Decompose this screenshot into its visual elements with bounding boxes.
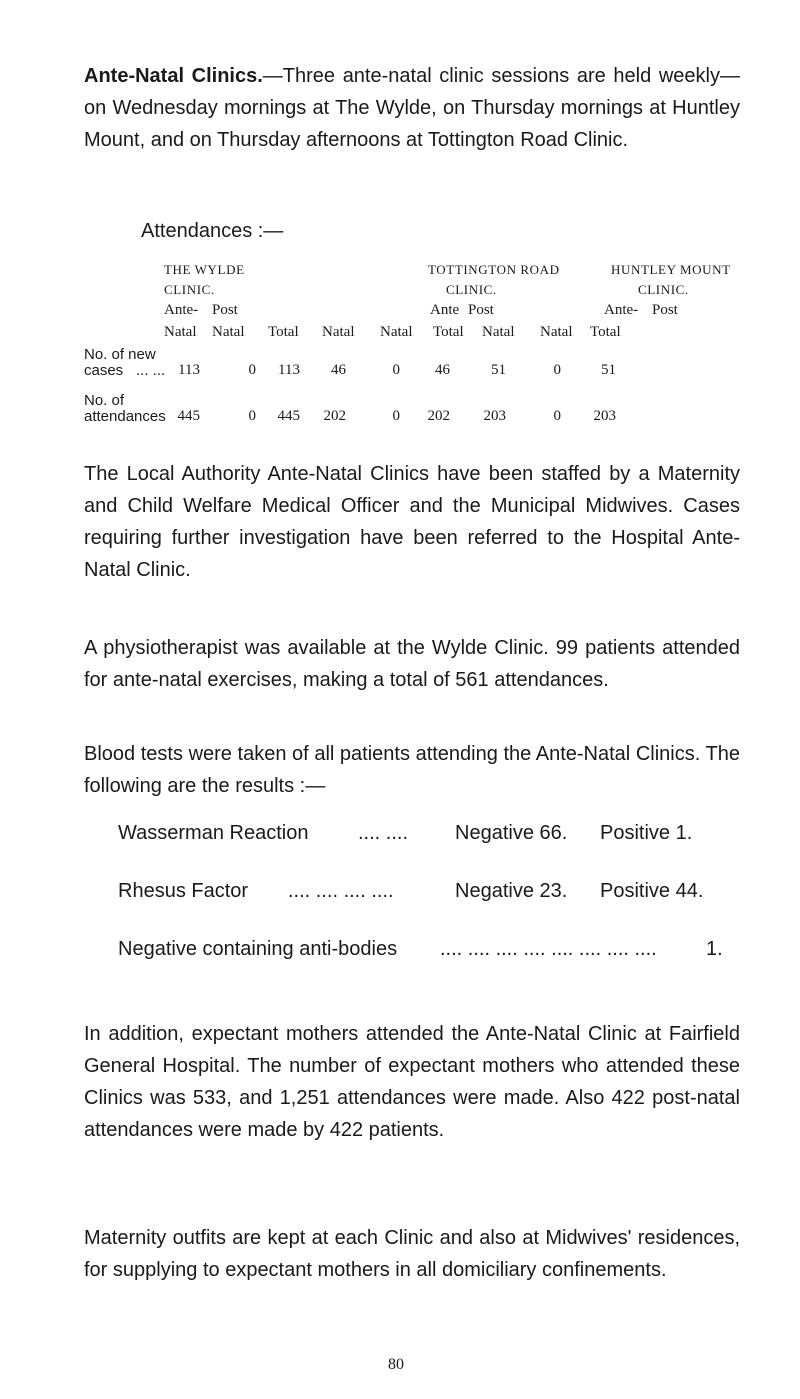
table-cell: 0 — [553, 362, 561, 378]
row-label: cases — [84, 362, 124, 379]
natal-header: Natal — [380, 324, 413, 340]
table-cell: 51 — [601, 362, 616, 378]
table-cell: 0 — [392, 362, 400, 378]
table-cell: 203 — [593, 408, 616, 424]
blood-tests-paragraph: Blood tests were taken of all patients attending the Ante-Natal Clinics. The following are the results :— — [84, 743, 740, 797]
antibodies-dots: .... .... .... .... .... .... .... .... — [440, 938, 657, 960]
total-header: Total — [268, 324, 299, 340]
row-label: No. of new — [84, 346, 156, 363]
table-cell: 0 — [248, 408, 256, 424]
table-cell: 0 — [392, 408, 400, 424]
clinic-sub: CLINIC. — [638, 282, 689, 297]
clinic-name: HUNTLEY MOUNT — [611, 262, 731, 277]
ante-header: Ante — [430, 302, 460, 318]
table-cell: 46 — [331, 362, 346, 378]
table-cell: 46 — [435, 362, 450, 378]
result-label: Wasserman Reaction — [118, 822, 309, 844]
table-cell: 445 — [177, 408, 200, 424]
table-cell: 203 — [483, 408, 506, 424]
result-negative: Negative 66. — [455, 822, 568, 844]
result-positive: Positive 44. — [600, 880, 704, 902]
physiotherapy-paragraph: A physiotherapist was available at the Wylde Clinic. 99 patients attended for ante-natal exercises, making a total of 561 attendances. — [84, 637, 740, 691]
natal-header: Natal — [322, 324, 355, 340]
total-header: Total — [433, 324, 464, 340]
post-header: Post — [652, 302, 678, 318]
section-heading: Ante-Natal Clinics. — [84, 65, 263, 87]
post-header: Post — [212, 302, 238, 318]
result-dots: .... .... — [358, 822, 409, 844]
result-dots: .... .... .... .... — [288, 880, 394, 902]
outfits-paragraph: Maternity outfits are kept at each Clinic and also at Midwives' residences, for supplying to expectant mothers in all domiciliary confinements. — [84, 1227, 740, 1281]
intro-paragraph — [84, 60, 740, 156]
clinic-sub: CLINIC. — [446, 282, 497, 297]
antibodies-label: Negative containing anti-bodies — [118, 938, 398, 960]
intro-text: —Three ante-natal clinic sessions are held weekly—on Wednesday mornings at The Wylde, on Thursday mornings at Huntley Mount, and on Thursday afternoons at Tottington Road Clinic. — [84, 65, 740, 151]
natal-header: Natal — [482, 324, 515, 340]
clinic-sub: CLINIC. — [164, 282, 215, 297]
table-cell: 202 — [427, 408, 450, 424]
row-label: attendances — [84, 408, 166, 425]
clinic-name: THE WYLDE — [164, 262, 245, 277]
result-positive: Positive 1. — [600, 822, 693, 844]
natal-header: Natal — [540, 324, 573, 340]
table-cell: 113 — [178, 362, 200, 378]
table-cell: 0 — [248, 362, 256, 378]
post-header: Post — [468, 302, 494, 318]
table-cell: 202 — [323, 408, 346, 424]
attendance-table — [84, 262, 764, 425]
total-header: Total — [590, 324, 621, 340]
result-row — [118, 878, 738, 904]
natal-header: Natal — [212, 324, 245, 340]
result-label: Rhesus Factor — [118, 880, 249, 902]
antibodies-row — [118, 936, 738, 962]
row-leader-dots: ... ... — [136, 362, 166, 379]
natal-header: Natal — [164, 324, 197, 340]
page-number: 80 — [388, 1356, 404, 1373]
result-negative: Negative 23. — [455, 880, 568, 902]
row-label: No. of — [84, 392, 125, 409]
table-cell: 0 — [553, 408, 561, 424]
fairfield-paragraph: In addition, expectant mothers attended the Ante-Natal Clinic at Fairfield General Hospital. The number of expectant mothers who attended these Clinics was 533, and 1,251 attendances were made. Also 422 post-natal attendances were made by 422 patients. — [84, 1023, 740, 1141]
attendances-label: Attendances :— — [141, 220, 284, 242]
table-cell: 51 — [491, 362, 506, 378]
clinic-name: TOTTINGTON ROAD — [428, 262, 560, 277]
ante-header: Ante- — [604, 302, 639, 318]
result-row — [118, 820, 738, 846]
table-cell: 113 — [278, 362, 300, 378]
antibodies-value: 1. — [706, 938, 723, 960]
table-cell: 445 — [277, 408, 300, 424]
ante-header: Ante- — [164, 302, 199, 318]
staffing-paragraph: The Local Authority Ante-Natal Clinics have been staffed by a Maternity and Child Welfare Medical Officer and the Municipal Midwives. Cases requiring further investigation have been referred to the Hospital Ante-Natal Clinic. — [84, 463, 740, 581]
